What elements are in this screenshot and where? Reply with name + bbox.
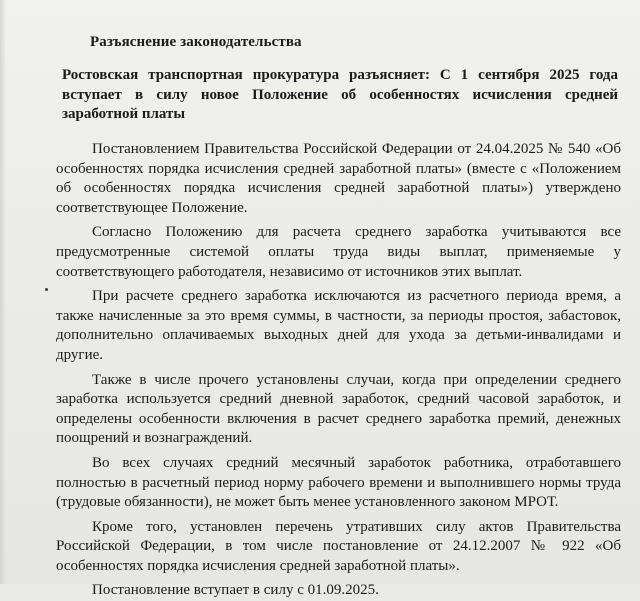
document-subheading: Ростовская транспортная прокуратура разъясняет: С 1 сентября 2025 года вступает в силу новое Положение об особенностях исчисления средней заработной платы	[62, 67, 618, 122]
paragraph-daily-hourly: Также в числе прочего установлены случаи, когда при определении среднего заработка используется средний дневной заработок, средний часовой заработок, и определены особенности включения в расчет среднего заработка премий, денежных поощрений и вознаграждений.	[56, 371, 621, 447]
scan-edge-shadow	[0, 0, 6, 584]
paragraph-effective-date: Постановление вступает в силу с 01.09.2025.	[92, 582, 379, 599]
document-body	[56, 140, 621, 601]
paragraph-exclusions: При расчете среднего заработка исключаются из расчетного периода время, а также начисленные за это время суммы, в частности, за периоды простоя, забастовок, дополнительно оплачиваемых выходных дней для ухода за детьми-инвалидами и другие.	[56, 288, 621, 363]
paragraph-decree: Постановлением Правительства Российской Федерации от 24.04.2025 № 540 «Об особенностях порядка исчисления средней заработной платы» (вместе с «Положением об особенностях порядка исчисления средней заработной платы») утверждено соответствующее Положение.	[56, 141, 621, 216]
scan-speck	[45, 288, 48, 291]
document-heading: Разъяснение законодательства	[90, 34, 302, 50]
paragraph-mrot: Во всех случаях средний месячный заработок работника, отработавшего полностью в расчетный период норму рабочего времени и выполнившего нормы труда (трудовые обязанности), не может быть менее установленного законом МРОТ.	[56, 454, 621, 511]
paragraph-repealed-acts: Кроме того, установлен перечень утративших силу актов Правительства Российской Федерации, в том числе постановление от 24.12.2007 № 922 «Об особенностях порядка исчисления средней заработной платы».	[56, 518, 621, 574]
paragraph-payments: Согласно Положению для расчета среднего заработка учитываются все предусмотренные системой оплаты труда виды выплат, применяемые у соответствующего работодателя, независимо от источников этих выплат.	[56, 224, 621, 280]
